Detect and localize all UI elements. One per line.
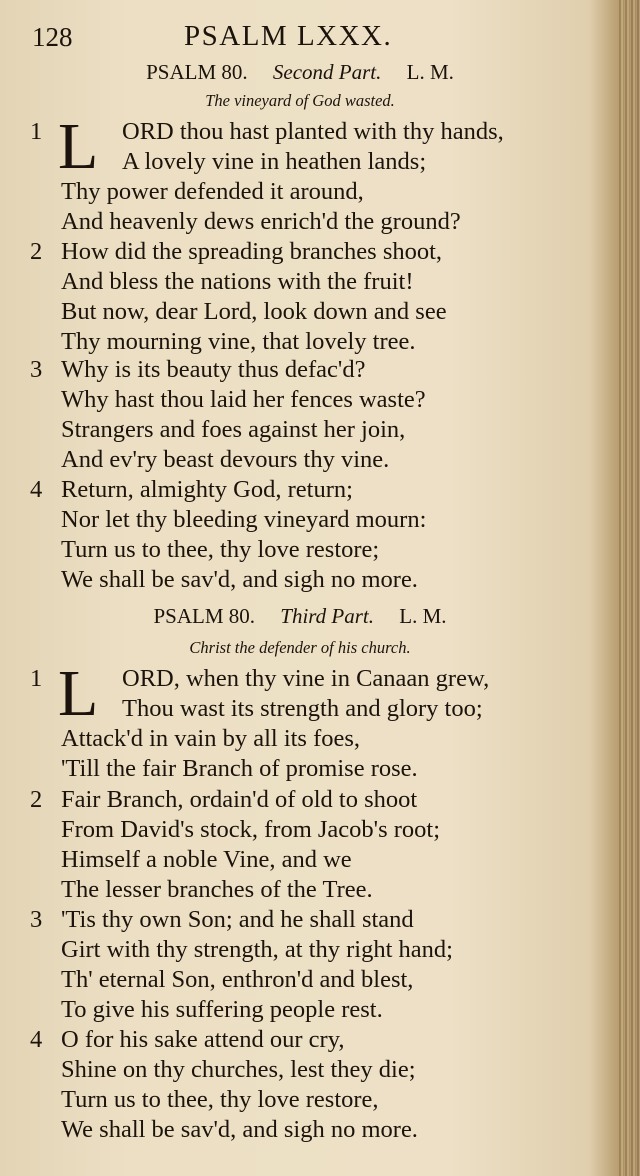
running-head: PSALM LXXX. xyxy=(184,20,393,52)
stanza-line xyxy=(0,475,600,505)
verse-text: Turn us to thee, thy love restore, xyxy=(61,1086,379,1113)
verse-text: Why hast thou laid her fences waste? xyxy=(61,386,426,413)
verse-text: Why is its beauty thus defac'd? xyxy=(61,356,366,383)
verse-text: O for his sake attend our cry, xyxy=(61,1026,345,1053)
stanza-line xyxy=(0,415,600,445)
stanza-line xyxy=(0,785,600,815)
stanza-line xyxy=(0,505,600,535)
section-subtitle: The vineyard of God wasted. xyxy=(205,91,395,110)
drop-cap: L xyxy=(58,110,99,183)
stanza-line xyxy=(0,177,600,207)
verse-text: Thou wast its strength and glory too; xyxy=(122,695,483,722)
stanza-line xyxy=(0,237,600,267)
stanza xyxy=(0,905,600,1025)
verse-text: Turn us to thee, thy love restore; xyxy=(61,536,380,563)
stanza-line xyxy=(0,565,600,595)
verse-text: The lesser branches of the Tree. xyxy=(61,876,373,903)
stanza-line xyxy=(0,724,600,754)
verse-text: 'Tis thy own Son; and he shall stand xyxy=(61,906,414,933)
verse-text: Fair Branch, ordain'd of old to shoot xyxy=(61,786,418,813)
stanza-line xyxy=(0,815,600,845)
psalm-label: PSALM 80. xyxy=(153,604,256,628)
meter-label: L. M. xyxy=(406,60,454,84)
stanza-line xyxy=(0,297,600,327)
stanza xyxy=(0,1025,600,1145)
verse-text: Attack'd in vain by all its foes, xyxy=(61,725,361,752)
verse-text: 'Till the fair Branch of promise rose. xyxy=(61,755,418,782)
drop-cap: L xyxy=(58,657,99,730)
verse-text: We shall be sav'd, and sigh no more. xyxy=(61,566,418,593)
stanza xyxy=(0,475,600,595)
stanza-line xyxy=(0,207,600,237)
part-label: Third Part. xyxy=(280,604,375,628)
stanza-line xyxy=(0,995,600,1025)
verse-text: Shine on thy churches, lest they die; xyxy=(61,1056,416,1083)
stanza-line xyxy=(0,327,600,357)
verse-text: We shall be sav'd, and sigh no more. xyxy=(61,1116,418,1143)
page-edge xyxy=(618,0,640,1176)
verse-text: Thy power defended it around, xyxy=(61,178,364,205)
stanza-number: 1 xyxy=(30,118,43,145)
part-label: Second Part. xyxy=(272,60,382,84)
verse-text: ORD thou hast planted with thy hands, xyxy=(122,118,504,145)
stanza-number: 3 xyxy=(30,906,43,933)
stanza-number: 4 xyxy=(30,1026,43,1053)
stanza-line xyxy=(0,1055,600,1085)
stanza-number: 2 xyxy=(30,786,43,813)
verse-text: Th' eternal Son, enthron'd and blest, xyxy=(61,966,414,993)
stanza-line xyxy=(0,147,600,177)
verse-text: Return, almighty God, return; xyxy=(61,476,353,503)
stanza-line xyxy=(0,875,600,905)
stanza-line xyxy=(0,965,600,995)
verse-text: How did the spreading branches shoot, xyxy=(61,238,443,265)
stanza-number: 3 xyxy=(30,356,43,383)
section-heading xyxy=(0,60,600,85)
stanza xyxy=(0,237,600,357)
stanza-line xyxy=(0,1025,600,1055)
stanza xyxy=(0,355,600,475)
verse-text: A lovely vine in heathen lands; xyxy=(122,148,427,175)
page-header xyxy=(0,18,600,58)
stanza-line xyxy=(0,935,600,965)
verse-text: Girt with thy strength, at thy right hand; xyxy=(61,936,453,963)
stanza-line xyxy=(0,445,600,475)
verse-text: Nor let thy bleeding vineyard mourn: xyxy=(61,506,427,533)
verse-text: And heavenly dews enrich'd the ground? xyxy=(61,208,461,235)
stanza xyxy=(0,657,600,784)
stanza-line xyxy=(0,845,600,875)
verse-text: And bless the nations with the fruit! xyxy=(61,268,414,295)
section-subtitle: Christ the defender of his church. xyxy=(189,638,411,657)
stanza-number: 2 xyxy=(30,238,43,265)
page-number: 128 xyxy=(32,22,73,52)
meter-label: L. M. xyxy=(399,604,447,628)
stanza-number: 4 xyxy=(30,476,43,503)
verse-text: Thy mourning vine, that lovely tree. xyxy=(61,328,416,355)
stanza xyxy=(0,785,600,905)
stanza-line xyxy=(0,535,600,565)
stanza-line xyxy=(0,905,600,935)
verse-text: ORD, when thy vine in Canaan grew, xyxy=(122,665,490,692)
stanza-line xyxy=(0,694,600,724)
stanza-number: 1 xyxy=(30,665,43,692)
stanza-line xyxy=(0,385,600,415)
verse-text: To give his suffering people rest. xyxy=(61,996,383,1023)
section-heading xyxy=(0,604,600,629)
verse-text: Strangers and foes against her join, xyxy=(61,416,406,443)
verse-text: Himself a noble Vine, and we xyxy=(61,846,352,873)
verse-text: From David's stock, from Jacob's root; xyxy=(61,816,441,843)
stanza xyxy=(0,110,600,237)
stanza-line xyxy=(0,267,600,297)
stanza-line xyxy=(0,355,600,385)
verse-text: But now, dear Lord, look down and see xyxy=(61,298,447,325)
stanza-line xyxy=(0,1115,600,1145)
verse-text: And ev'ry beast devours thy vine. xyxy=(61,446,390,473)
stanza-line xyxy=(0,1085,600,1115)
stanza-line xyxy=(0,754,600,784)
psalm-label: PSALM 80. xyxy=(146,60,248,84)
